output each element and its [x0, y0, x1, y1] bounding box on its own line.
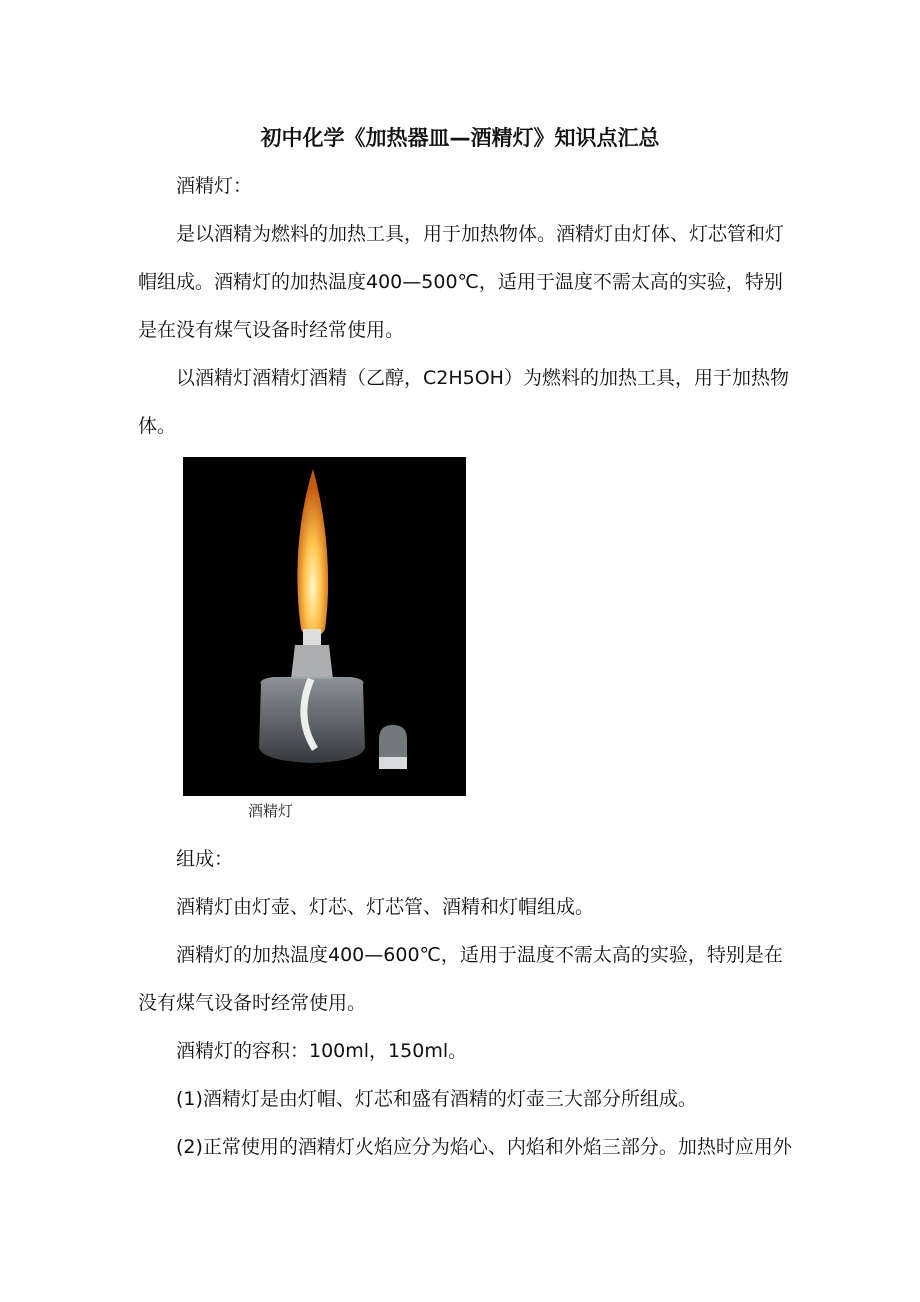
section-composition [138, 835, 792, 1171]
paragraph: 酒精灯的加热温度400—600℃，适用于温度不需太高的实验，特别是在没有煤气设备时经常使用。 [138, 944, 783, 1014]
paragraph: 是以酒精为燃料的加热工具，用于加热物体。酒精灯由灯体、灯芯管和灯帽组成。酒精灯的加热温度400—500℃，适用于温度不需太高的实验，特别是在没有煤气设备时经常使用。 [138, 223, 785, 341]
alcohol-lamp-photo [183, 457, 466, 796]
paragraph: (2)正常使用的酒精灯火焰应分为焰心、内焰和外焰三部分。加热时应用外 [176, 1136, 792, 1158]
figure-caption: 酒精灯 [248, 802, 294, 820]
paragraph-heading: 组成： [176, 848, 234, 870]
paragraph: (1)酒精灯是由灯帽、灯芯和盛有酒精的灯壶三大部分所组成。 [176, 1088, 697, 1110]
paragraph: 以酒精灯酒精灯酒精（乙醇，C2H5OH）为燃料的加热工具，用于加热物体。 [138, 367, 789, 437]
section-intro [138, 162, 792, 450]
paragraph: 酒精灯的容积：100ml，150ml。 [176, 1040, 468, 1062]
document-title: 初中化学《加热器皿—酒精灯》知识点汇总 [260, 126, 660, 150]
paragraph: 酒精灯由灯壶、灯芯、灯芯管、酒精和灯帽组成。 [176, 896, 595, 918]
paragraph-heading: 酒精灯： [176, 175, 253, 197]
